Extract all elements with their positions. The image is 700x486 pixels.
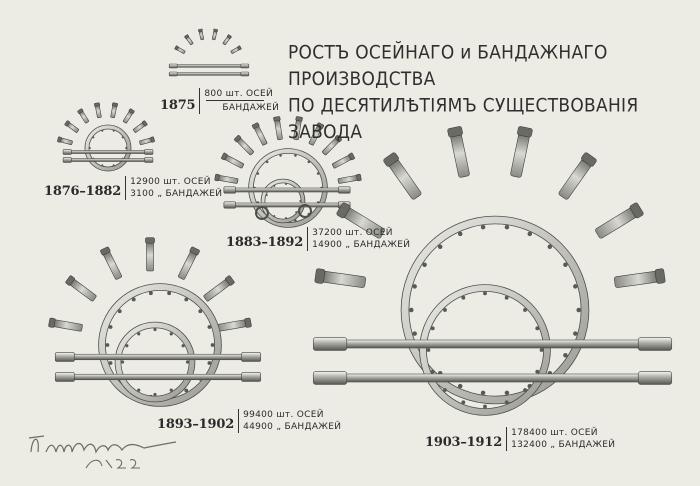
ring-lug (153, 328, 156, 331)
axle-ray (57, 137, 73, 146)
axle-ray (139, 137, 155, 146)
ray-cap (112, 103, 118, 107)
ring-lug (109, 325, 113, 329)
tire-count: 132400 „ БАНДАЖЕЙ (511, 440, 616, 450)
group-1893-1902 (48, 238, 260, 403)
ray-cap (655, 268, 666, 283)
ray-cap (48, 318, 55, 328)
ring-lug (125, 344, 128, 347)
ring-lug (273, 215, 275, 217)
axle-ray (594, 202, 644, 240)
ring-lug (483, 291, 487, 295)
axle-shaft (325, 374, 660, 382)
ring-lug (481, 225, 485, 229)
axle-shaft (325, 340, 660, 348)
ray-body (147, 239, 154, 271)
axle-ray (198, 29, 204, 40)
axle-journal-left (169, 64, 177, 68)
ring-lug (528, 232, 532, 236)
ray-cap (145, 238, 154, 244)
ring-lug (535, 326, 539, 330)
axle-shaft (62, 354, 254, 360)
ring-lug (481, 391, 485, 395)
ring-lug (101, 130, 103, 132)
axle-shaft (66, 159, 150, 162)
axle-ray (212, 29, 218, 40)
title-line-1: РОСТЪ ОСЕЙНАГО и БАНДАЖНАГО ПРОИЗВОДСТВА (288, 42, 608, 91)
axle-journal-left (313, 372, 347, 385)
axle-count: 178400 шт. ОСЕЙ (511, 428, 598, 438)
axle-ray (133, 120, 148, 133)
ring-lug (208, 361, 212, 365)
ring-lug (198, 309, 202, 313)
axle-ray (332, 153, 355, 169)
ring-lug (266, 194, 268, 196)
ring-lug (122, 136, 124, 138)
ring-lug (409, 308, 413, 312)
axle-ray (315, 268, 367, 289)
axle-shaft (172, 65, 246, 68)
ring-lug (101, 164, 103, 166)
ring-lug (431, 370, 435, 374)
ring-lug (505, 296, 509, 300)
ring-lug (125, 147, 127, 149)
ring-lug (505, 391, 509, 395)
ray-cap (245, 318, 252, 328)
ring-lug (412, 284, 416, 288)
axle-ray (557, 152, 598, 201)
ring-lug (257, 172, 260, 175)
ring-lug (461, 296, 465, 300)
axle-ray (383, 152, 424, 201)
period-label-1876-1882 (44, 176, 222, 200)
ring-lug (458, 232, 462, 236)
axle-shaft (228, 203, 346, 207)
axle-shaft (66, 151, 150, 154)
axle-journal-left (55, 353, 74, 362)
axle-ray (338, 174, 362, 184)
axle-journal-right (145, 150, 153, 155)
ring-lug (186, 360, 189, 363)
ring-lug (576, 308, 580, 312)
ray-cap (356, 174, 361, 181)
axle-ray (222, 34, 231, 45)
tire-count: БАНДАЖЕЙ (222, 103, 280, 113)
ring-lug (153, 393, 156, 396)
axle-ray (77, 108, 89, 123)
ring-lug (121, 360, 124, 363)
ring-lug (573, 284, 577, 288)
axle-ray (217, 318, 251, 333)
ring-lug (113, 164, 115, 166)
period-years: 1883–1892 (226, 235, 304, 250)
ring-lug (208, 325, 212, 329)
ring-lug (505, 400, 509, 404)
ring-lug (167, 291, 171, 295)
ring-lug (535, 370, 539, 374)
axle-journal-right (638, 372, 672, 385)
axle-ray (230, 46, 241, 55)
ring-lug (461, 400, 465, 404)
tire-count: 14900 „ БАНДАЖЕЙ (312, 240, 411, 250)
signature-mark (29, 436, 176, 468)
ring-lug (113, 130, 115, 132)
axle-journal-left (169, 72, 177, 76)
axle-journal-left (313, 338, 347, 351)
axle-journal-right (638, 338, 672, 351)
plate-title (288, 40, 688, 146)
ring-lug (184, 389, 188, 393)
ring-lug (294, 154, 297, 157)
ring-lug (523, 308, 527, 312)
axle-journal-right (241, 72, 249, 76)
ring-lug (285, 183, 287, 185)
axle-journal-left (63, 150, 71, 155)
ring-lug (132, 298, 136, 302)
axle-shaft (62, 374, 254, 380)
axle-count: 99400 шт. ОСЕЙ (243, 410, 324, 420)
count-divider (206, 100, 264, 101)
tire-ring-face (263, 181, 303, 221)
group-1876-1882 (57, 103, 155, 169)
axle-ray (273, 116, 283, 140)
ring-lug (279, 154, 282, 157)
axle-ray (110, 103, 118, 119)
ring-lug (89, 147, 91, 149)
ring-lug (443, 388, 447, 392)
axle-ray (177, 246, 200, 280)
ring-lug (438, 245, 442, 249)
ring-lug (170, 389, 173, 392)
axle-ray (174, 46, 185, 55)
axle-journal-right (242, 373, 261, 382)
period-years: 1893–1902 (157, 417, 235, 432)
ring-lug (118, 309, 122, 313)
ring-lug (295, 211, 297, 213)
axle-ray (145, 238, 154, 271)
ring-lug (266, 161, 269, 164)
axle-journal-right (242, 353, 261, 362)
tire-ring-face (118, 325, 192, 399)
ring-lug (563, 263, 567, 267)
ring-lug (182, 344, 185, 347)
ring-lug (540, 348, 544, 352)
period-label-1893-1902 (157, 409, 341, 433)
ring-lug (422, 263, 426, 267)
period-years: 1875 (160, 98, 196, 113)
ring-lug (412, 331, 416, 335)
ring-lug (573, 331, 577, 335)
axle-shaft (228, 188, 346, 192)
ring-lug (105, 343, 109, 347)
axle-ray (65, 275, 97, 302)
group-1875 (169, 29, 249, 76)
ring-lug (317, 172, 320, 175)
axle-ray (64, 120, 79, 133)
ring-lug (483, 405, 487, 409)
axle-journal-left (224, 187, 236, 193)
tire-count: 3100 „ БАНДАЖЕЙ (130, 189, 223, 199)
ring-lug (149, 291, 153, 295)
period-label-1883-1892 (226, 227, 410, 251)
axle-journal-right (338, 187, 350, 193)
period-years: 1876–1882 (44, 184, 122, 199)
ring-lug (431, 326, 435, 330)
title-line-2: ПО ДЕСЯТИЛѢТІЯМЪ СУЩЕСТВОВАНІЯ ЗАВОДА (288, 95, 639, 144)
ring-lug (443, 308, 447, 312)
ring-lug (523, 388, 527, 392)
ray-cap (94, 103, 100, 107)
axle-ray (184, 34, 193, 45)
axle-ray (221, 153, 244, 169)
ring-lug (563, 353, 567, 357)
ray-cap (213, 29, 217, 32)
tire-ring-face (87, 127, 129, 169)
axle-ray (614, 268, 666, 289)
ring-lug (109, 361, 113, 365)
ring-lug (458, 384, 462, 388)
axle-ray (203, 275, 235, 302)
ring-lug (211, 343, 215, 347)
ring-lug (505, 225, 509, 229)
axle-journal-left (224, 202, 236, 208)
axle-ray (48, 318, 82, 333)
ring-lug (170, 332, 173, 335)
axle-journal-left (55, 373, 74, 382)
ring-lug (137, 389, 140, 392)
axle-shaft (172, 73, 246, 76)
ring-lug (137, 332, 140, 335)
axle-count: 12900 шт. ОСЕЙ (130, 177, 211, 187)
ring-lug (285, 217, 287, 219)
ray-cap (315, 268, 326, 283)
axle-journal-right (241, 64, 249, 68)
ring-lug (273, 185, 275, 187)
ring-lug (548, 245, 552, 249)
ring-lug (299, 200, 301, 202)
ring-lug (426, 348, 430, 352)
axle-ray (122, 108, 134, 123)
axle-ray (100, 246, 123, 280)
ring-lug (92, 136, 94, 138)
axle-journal-right (145, 158, 153, 163)
period-years: 1903–1912 (425, 435, 503, 450)
period-label-1875 (160, 88, 279, 114)
axle-ray (94, 103, 102, 119)
axle-ray (234, 135, 255, 156)
period-label-1903-1912 (425, 427, 615, 451)
ring-lug (184, 298, 188, 302)
ring-lug (308, 161, 311, 164)
group-1903-1912 (313, 126, 671, 412)
axle-ray (252, 122, 268, 145)
ray-cap (198, 29, 202, 32)
axle-count: 800 шт. ОСЕЙ (204, 89, 274, 99)
ray-cap (273, 116, 280, 121)
tire-count: 44900 „ БАНДАЖЕЙ (243, 422, 342, 432)
axle-count: 37200 шт. ОСЕЙ (312, 228, 393, 238)
axle-journal-left (63, 158, 71, 163)
